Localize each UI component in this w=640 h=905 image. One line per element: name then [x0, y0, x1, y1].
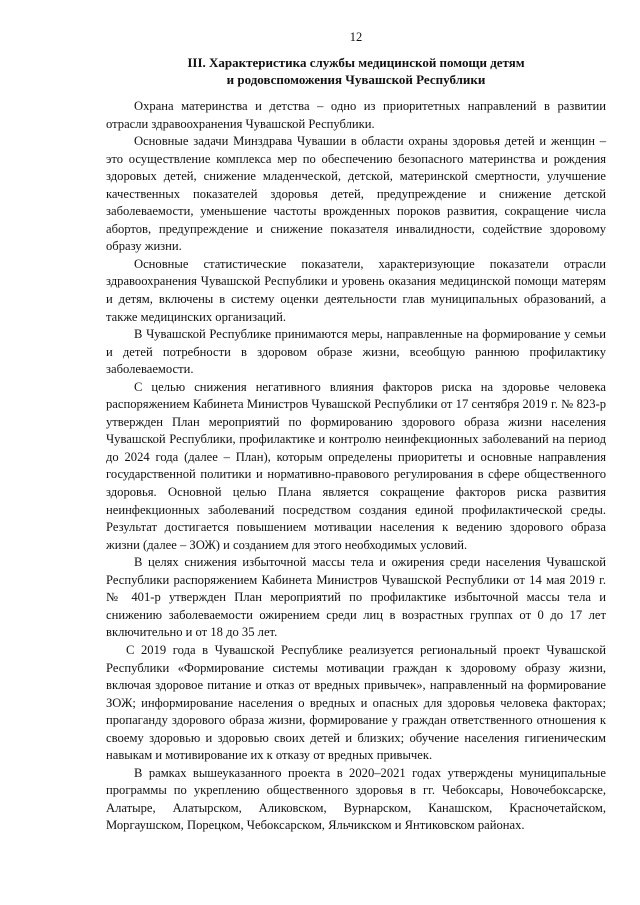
- section-heading-line-2: и родовспоможения Чувашской Республики: [226, 71, 486, 87]
- page-number: 12: [349, 30, 363, 44]
- paragraph-3: Основные статистические показатели, характеризующие показатели отрасли здравоохранения Чувашской Республики и уровень оказания медицинской помощи матерям и детям, включены в систему оценки деятельности глав муниципальных образований, а также медицинских организаций.: [106, 256, 606, 324]
- paragraph-8: В рамках вышеуказанного проекта в 2020–2021 годах утверждены муниципальные программы по укреплению общественного здоровья в гг. Чебоксары, Новочебоксарске, Алатыре, Алатырском, Аликовском, Вурнарском, Канашском, Красночетайском, Моргаушском, Порецком, Чебоксарском, Яльчикском и Янтиковском районах.: [106, 765, 606, 833]
- section-heading: [106, 55, 606, 88]
- section-heading-line-1: III. Характеристика службы медицинской помощи детям: [187, 55, 525, 70]
- paragraph-5: С целью снижения негативного влияния факторов риска на здоровье человека распоряжением Кабинета Министров Чувашской Республики от 17 сентября 2019 г. № 823-р утвержден План мероприятий по формированию здорового образа жизни населения Чувашской Республики, профилактике и контролю неинфекционных заболеваний на период до 2024 года (далее – План), которым определены приоритеты и основные направления государственной политики и нормативно-правового регулирования в сфере общественного здоровья. Основной целью Плана является сокращение факторов риска развития неинфекционных заболеваний посредством создания единой профилактической среды. Результат достигается повышением мотивации населения к ведению здорового образа жизни (далее – ЗОЖ) и созданием для этого необходимых условий.: [106, 379, 606, 552]
- paragraph-4: В Чувашской Республике принимаются меры, направленные на формирование у семьи и детей потребности в здоровом образе жизни, всеобщую раннюю профилактику заболеваемости.: [106, 327, 606, 377]
- body-text: [106, 98, 606, 835]
- paragraph-1: Охрана материнства и детства – одно из приоритетных направлений в развитии отрасли здравоохранения Чувашской Республики.: [106, 99, 606, 131]
- paragraph-6: В целях снижения избыточной массы тела и ожирения среди населения Чувашской Республики распоряжением Кабинета Министров Чувашской Республики от 14 мая 2019 г. № 401-р утвержден План мероприятий по профилактике избыточной массы тела и снижению заболеваемости ожирением среди лиц в возрастных группах от 0 до 17 лет включительно и от 18 до 35 лет.: [106, 555, 606, 640]
- paragraph-7: С 2019 года в Чувашской Республике реализуется региональный проект Чувашской Республики «Формирование системы мотивации граждан к здоровому образу жизни, включая здоровое питание и отказ от вредных привычек», направленный на формирование ЗОЖ; информирование населения о вредных и опасных для здоровья человека факторах; пропаганду здорового образа жизни, формирование у граждан ответственного отношения к своему здоровью и здоровью своих детей и близких; обучение населения гигиеническим навыкам и мотивирование их к отказу от вредных привычек.: [106, 642, 606, 763]
- paragraph-2: Основные задачи Минздрава Чувашии в области охраны здоровья детей и женщин – это осуществление комплекса мер по обеспечению безопасного материнства и рождения здоровых детей, снижение младенческой, детской, материнской смертности, улучшение качественных показателей здоровья детей, предупреждение и снижение детской заболеваемости, уменьшение частоты врожденных пороков развития, сокращение числа абортов, предупреждение и снижение показателя инвалидности, содействие здоровому образу жизни.: [106, 134, 606, 254]
